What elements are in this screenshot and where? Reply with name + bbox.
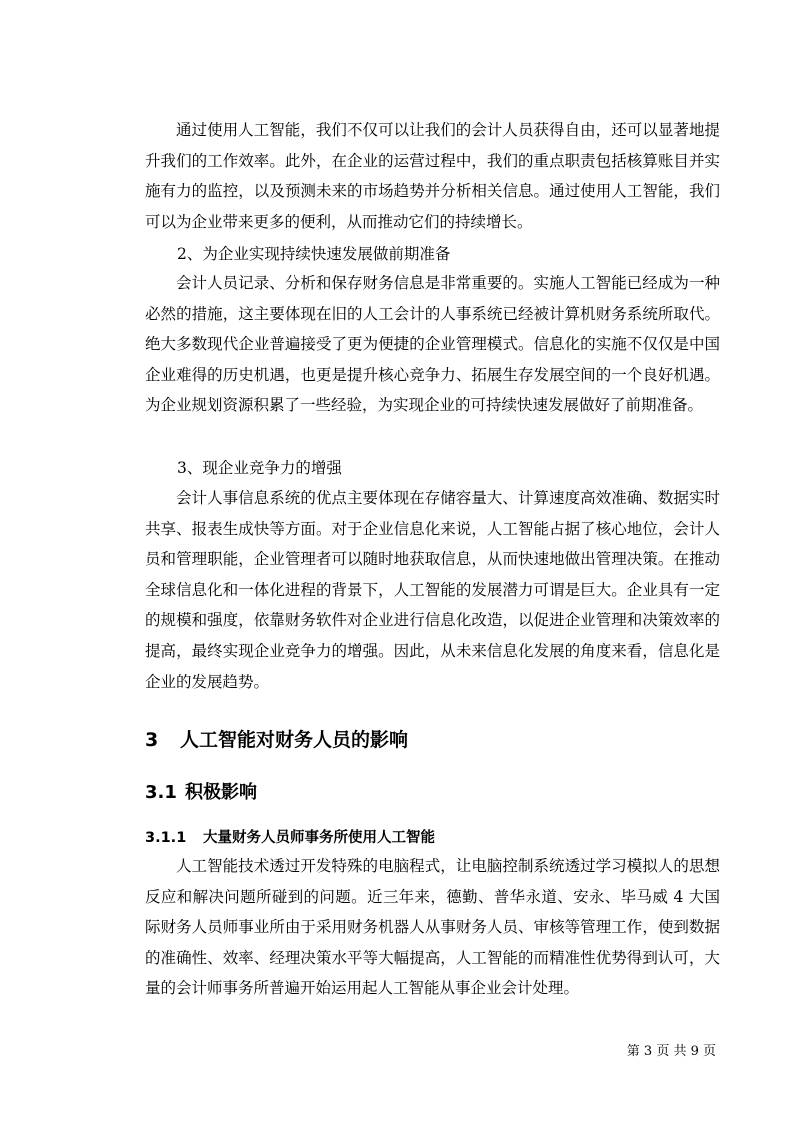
paragraph-competitiveness: 会计人事信息系统的优点主要体现在存储容量大、计算速度高效准确、数据实时共享、报表生成快等方面。对于企业信息化来说，人工智能占据了核心地位，会计人员和管理职能，企业管理者可以随时地获取信息，从而快速地做出管理决策。在推动全球信息化和一体化进程的背景下，人工智能的发展潜力可谓是巨大。企业具有一定的规模和强度，依靠财务软件对企业进行信息化改造，以促进企业管理和决策效率的提高，最终实现企业竞争力的增强。因此，从未来信息化发展的角度来看，信息化是企业的发展趋势。 bbox=[145, 489, 720, 691]
list-item-3: 3、现企业竞争力的增强 bbox=[177, 459, 342, 477]
section-heading-3-1-1 bbox=[145, 826, 435, 847]
paragraph-accounting-firms-ai: 人工智能技术透过开发特殊的电脑程式，让电脑控制系统透过学习模拟人的思想反应和解决问题所碰到的问题。近三年来，德勤、普华永道、安永、毕马威 4 大国际财务人员师事业所由于采用财务机器人从事财务人员、审核等管理工作，使到数据的准确性、效率、经理决策水平等大幅提高，人工智能的而精准性优势得到认可，大量的会计师事务所普遍开始运用起人工智能从事企业会计处理。 bbox=[145, 857, 720, 998]
paragraph-sustainable-development: 会计人员记录、分析和保存财务信息是非常重要的。实施人工智能已经成为一种必然的措施，这主要体现在旧的人工会计的人事系统已经被计算机财务系统所取代。绝大多数现代企业普遍接受了更为便捷的企业管理模式。信息化的实施不仅仅是中国企业难得的历史机遇，也更是提升核心竞争力、拓展生存发展空间的一个良好机遇。为企业规划资源积累了一些经验，为实现企业的可持续快速发展做好了前期准备。 bbox=[145, 274, 720, 415]
section-title: 积极影响 bbox=[185, 782, 257, 803]
list-item-2: 2、为企业实现持续快速发展做前期准备 bbox=[177, 245, 451, 263]
paragraph-ai-efficiency: 通过使用人工智能，我们不仅可以让我们的会计人员获得自由，还可以显著地提升我们的工作效率。此外，在企业的运营过程中，我们的重点职责包括核算账目并实施有力的监控，以及预测未来的市场趋势并分析相关信息。通过使用人工智能，我们可以为企业带来更多的便利，从而推动它们的持续增长。 bbox=[145, 121, 720, 231]
section-number: 3 bbox=[145, 729, 159, 751]
section-number: 3.1.1 bbox=[145, 830, 187, 846]
page-number: 第 3 页 共 9 页 bbox=[626, 1044, 716, 1059]
section-number: 3.1 bbox=[145, 782, 177, 803]
section-title: 大量财务人员师事务所使用人工智能 bbox=[203, 830, 435, 846]
section-title: 人工智能对财务人员的影响 bbox=[180, 729, 409, 751]
section-heading-3-1 bbox=[145, 778, 257, 804]
section-heading-3 bbox=[145, 725, 408, 752]
